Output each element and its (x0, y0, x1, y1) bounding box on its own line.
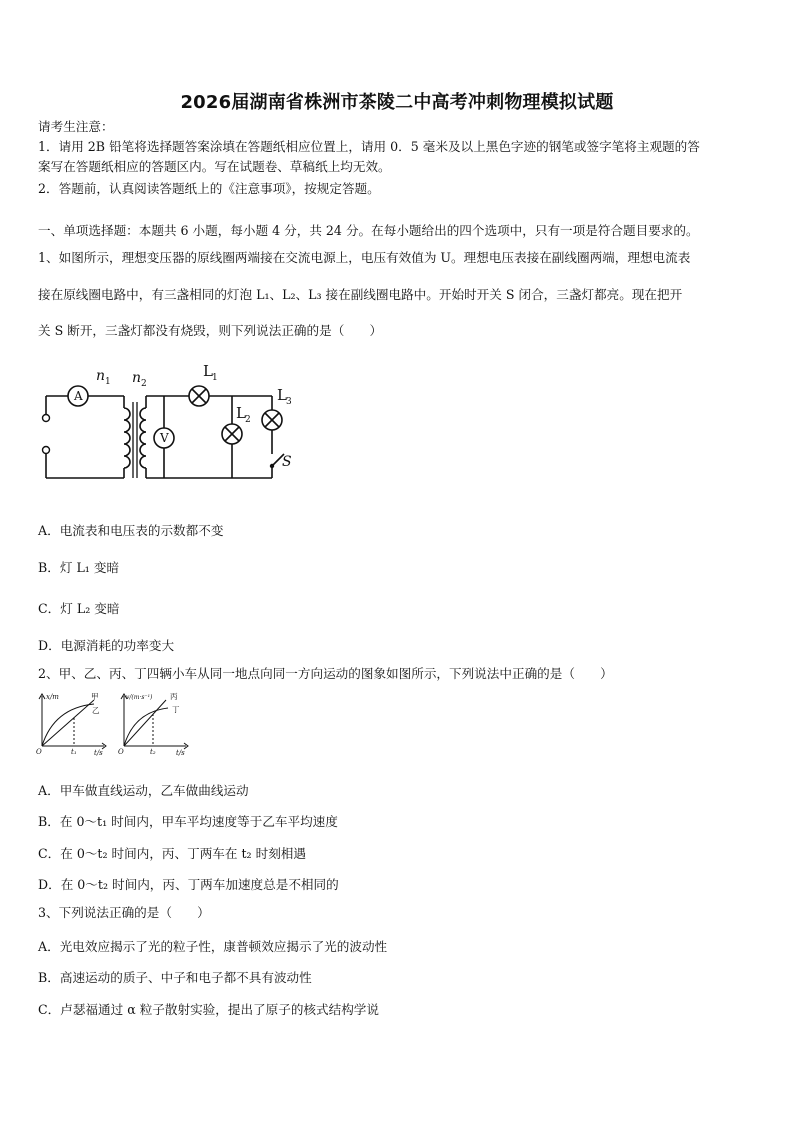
xt-t1-tick: t₁ (71, 748, 77, 756)
q1-stem-line-2: 接在原线圈电路中，有三盏相同的灯泡 L₁、L₂、L₃ 接在副线圈电路中。开始时开关 S 闭合，三盏灯都亮。现在把开 (38, 287, 683, 302)
page-title: 2026届湖南省株洲市茶陵二中高考冲刺物理模拟试题 (180, 92, 614, 113)
q2-vt-graph (116, 690, 192, 756)
notice-item-1-line-2: 案写在答题纸相应的答题区内。写在试题卷、草稿纸上均无效。 (38, 159, 391, 174)
vt-origin: O (118, 748, 124, 756)
notice-item-1-line-1: 1．请用 2B 铅笔将选择题答案涂填在答题纸相应位置上，请用 0．5 毫米及以上黑色字迹的钢笔或签字笔将主观题的答 (38, 139, 700, 154)
notice-item-2: 2．答题前，认真阅读答题纸上的《注意事项》，按规定答题。 (38, 181, 380, 196)
vt-y-axis-label: v/(m·s⁻¹) (126, 694, 153, 701)
notice-heading: 请考生注意： (38, 119, 114, 134)
xt-x-axis-label: t/s (94, 749, 103, 756)
vt-x-axis-label: t/s (176, 749, 185, 756)
xt-label-yi: 乙 (92, 706, 100, 715)
q2-option-a: A．甲车做直线运动，乙车做曲线运动 (38, 783, 249, 798)
switch-s-label: S (282, 454, 292, 470)
lamp-l1-label: L (203, 362, 213, 380)
q2-option-c: C．在 0～t₂ 时间内，丙、丁两车在 t₂ 时刻相遇 (38, 846, 306, 861)
q3-option-c: C．卢瑟福通过 α 粒子散射实验，提出了原子的核式结构学说 (38, 1002, 379, 1017)
q1-option-b: B．灯 L₁ 变暗 (38, 560, 120, 575)
svg-text:2: 2 (245, 415, 251, 425)
ammeter-label: A (74, 389, 83, 403)
xt-y-axis-label: x/m (46, 693, 59, 701)
vt-t2-tick: t₂ (150, 748, 156, 756)
q3-stem: 3、下列说法正确的是（ ） (38, 905, 210, 920)
q2-option-d: D．在 0～t₂ 时间内，丙、丁两车加速度总是不相同的 (38, 877, 339, 892)
q1-stem-line-3: 关 S 断开，三盏灯都没有烧毁，则下列说法正确的是（ ） (38, 323, 383, 338)
n2-label: n (132, 370, 142, 386)
q3-option-b: B．高速运动的质子、中子和电子都不具有波动性 (38, 970, 312, 985)
q2-option-b: B．在 0～t₁ 时间内，甲车平均速度等于乙车平均速度 (38, 814, 338, 829)
q2-xt-graph (34, 690, 110, 756)
q1-option-a: A．电流表和电压表的示数都不变 (38, 523, 224, 538)
q2-stem: 2、甲、乙、丙、丁四辆小车从同一地点向同一方向运动的图象如图所示，下列说法中正确的是（ ） (38, 666, 613, 681)
transformer-circuit-figure (36, 362, 306, 484)
voltmeter-label: V (160, 431, 169, 445)
svg-text:2: 2 (141, 379, 147, 389)
n1-label: n (96, 368, 106, 384)
lamp-l3-label: L (277, 386, 287, 404)
svg-text:3: 3 (286, 397, 292, 407)
section-heading: 一、单项选择题：本题共 6 小题，每小题 4 分，共 24 分。在每小题给出的四个选项中，只有一项是符合题目要求的。 (38, 223, 699, 238)
lamp-l2-label: L (236, 404, 246, 422)
q1-option-c: C．灯 L₂ 变暗 (38, 601, 120, 616)
xt-label-jia: 甲 (91, 692, 99, 701)
vt-label-bing: 丙 (170, 692, 178, 701)
svg-text:1: 1 (212, 373, 218, 383)
svg-text:1: 1 (105, 377, 111, 387)
xt-origin: O (36, 748, 42, 756)
q1-stem-line-1: 1、如图所示，理想变压器的原线圈两端接在交流电源上，电压有效值为 U。理想电压表接在副线圈两端，理想电流表 (38, 250, 691, 265)
vt-label-ding: 丁 (172, 705, 180, 714)
q3-option-a: A．光电效应揭示了光的粒子性，康普顿效应揭示了光的波动性 (38, 939, 388, 954)
q1-option-d: D．电源消耗的功率变大 (38, 638, 175, 653)
